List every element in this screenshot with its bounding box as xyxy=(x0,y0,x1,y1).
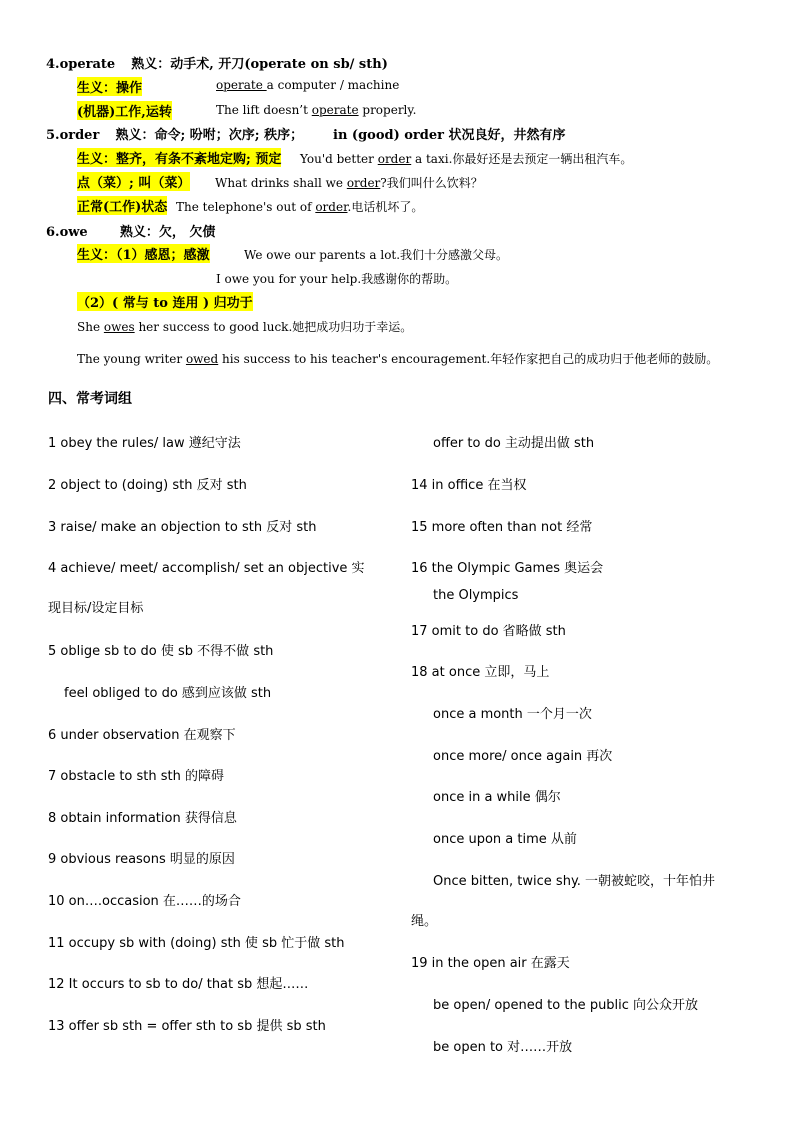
phrase-item: 1 obey the rules/ law 遵纪守法 xyxy=(48,436,241,451)
example-sentence: The young writer owed his success to his teacher's encouragement.年轻作家把自己的成功归于他老师的鼓励。 xyxy=(77,352,719,366)
entry-shuyi: 熟义：动手术, 开刀(operate on sb/ sth) xyxy=(131,57,388,72)
phrase-item: 4 achieve/ meet/ accomplish/ set an objective 实 xyxy=(48,561,365,576)
phrase-item: 现目标/设定目标 xyxy=(48,601,144,616)
phrase-item: 3 raise/ make an objection to sth 反对 sth xyxy=(48,520,317,535)
phrase-item: 6 under observation 在观察下 xyxy=(48,728,236,743)
entry-head: 5.order xyxy=(46,128,100,143)
phrase-item: 9 obvious reasons 明显的原因 xyxy=(48,852,235,867)
phrase-item: Once bitten, twice shy. 一朝被蛇咬，十年怕井 xyxy=(433,874,716,889)
phrase-item: feel obliged to do 感到应该做 sth xyxy=(64,686,272,701)
entry-order-header xyxy=(46,124,303,143)
entry-extra: in (good) order 状况良好，井然有序 xyxy=(333,128,566,143)
example-sentence: What drinks shall we order?我们叫什么饮料？ xyxy=(215,176,483,190)
phrase-item: once upon a time 从前 xyxy=(433,832,577,847)
phrase-item: the Olympics xyxy=(433,588,519,603)
sense-label: 点（菜）; 叫（菜） xyxy=(77,172,190,191)
example-sentence: The telephone's out of order.电话机坏了。 xyxy=(176,200,424,214)
phrase-item: 11 occupy sb with (doing) sth 使 sb 忙于做 sth xyxy=(48,936,345,951)
phrase-item: 7 obstacle to sth sth 的障碍 xyxy=(48,769,225,784)
phrase-item: offer to do 主动提出做 sth xyxy=(433,436,595,451)
phrase-item: be open/ opened to the public 向公众开放 xyxy=(433,998,699,1013)
sense-label: 生义：（1）感恩；感激 xyxy=(77,244,210,263)
example-sentence: We owe our parents a lot.我们十分感激父母。 xyxy=(244,248,509,262)
sense-label: 生义：操作 xyxy=(77,77,142,96)
phrase-item: 5 oblige sb to do 使 sb 不得不做 sth xyxy=(48,644,274,659)
phrase-item: 17 omit to do 省略做 sth xyxy=(411,624,566,639)
phrase-item: 12 It occurs to sb to do/ that sb 想起…… xyxy=(48,977,309,992)
entry-shuyi: 熟义：命令; 吩咐；次序; 秩序； xyxy=(115,128,304,143)
example-sentence: The lift doesn’t operate properly. xyxy=(216,103,417,117)
phrase-item: once more/ once again 再次 xyxy=(433,749,613,764)
example-sentence: She owes her success to good luck.她把成功归功于幸运。 xyxy=(77,320,413,334)
entry-shuyi: 熟义：欠， 欠债 xyxy=(119,225,216,240)
example-sentence: operate a computer / machine xyxy=(216,78,400,92)
phrase-item: 18 at once 立即，马上 xyxy=(411,665,550,680)
phrase-item: 绳。 xyxy=(411,914,438,929)
phrase-item: 19 in the open air 在露天 xyxy=(411,956,570,971)
phrase-item: 10 on….occasion 在……的场合 xyxy=(48,894,241,909)
example-sentence: You'd better order a taxi.你最好还是去预定一辆出租汽车。 xyxy=(300,152,633,166)
phrase-item: 13 offer sb sth = offer sth to sb 提供 sb sth xyxy=(48,1019,326,1034)
sense-label: 正常(工作)状态 xyxy=(77,196,167,215)
entry-owe-header xyxy=(46,221,215,240)
example-sentence: I owe you for your help.我感谢你的帮助。 xyxy=(216,272,458,286)
phrase-item: 8 obtain information 获得信息 xyxy=(48,811,237,826)
phrase-item: 14 in office 在当权 xyxy=(411,478,527,493)
sense-label: （2）( 常与 to 连用 ) 归功于 xyxy=(77,292,253,311)
phrase-item: once a month 一个月一次 xyxy=(433,707,592,722)
phrase-item: once in a while 偶尔 xyxy=(433,790,561,805)
phrase-item: 2 object to (doing) sth 反对 sth xyxy=(48,478,247,493)
entry-head: 4.operate xyxy=(46,57,116,72)
entry-operate-header xyxy=(46,53,388,72)
sense-label: (机器)工作,运转 xyxy=(77,101,172,120)
entry-head: 6.owe xyxy=(46,225,88,240)
phrase-item: be open to 对……开放 xyxy=(433,1040,573,1055)
sense-label: 生义：整齐，有条不紊地定购; 预定 xyxy=(77,148,281,167)
phrase-item: 15 more often than not 经常 xyxy=(411,520,593,535)
phrase-item: 16 the Olympic Games 奥运会 xyxy=(411,561,604,576)
section-title: 四、常考词组 xyxy=(48,391,132,407)
